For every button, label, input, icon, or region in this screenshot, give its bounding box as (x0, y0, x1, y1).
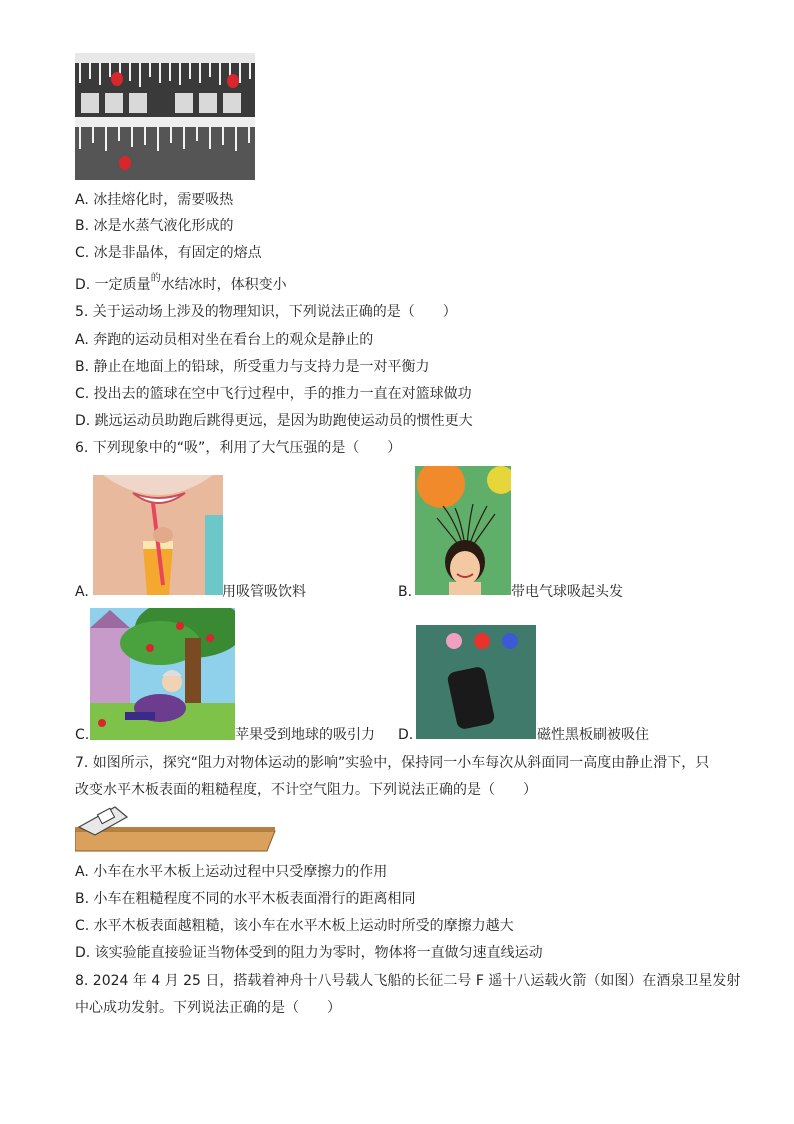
blackboard-eraser-image (416, 625, 536, 739)
q4-option-d (75, 275, 287, 297)
incline-board-image (75, 805, 277, 857)
q4-option-c: C. 冰是非晶体，有固定的熔点 (75, 245, 262, 261)
q7-option-c: C. 水平木板表面越粗糙，该小车在水平木板上运动时所受的摩擦力越大 (75, 918, 514, 934)
q7-stem-line1: 7. 如图所示，探究“阻力对物体运动的影响”实验中，保持同一小车每次从斜面同一高度由静止滑下，只 (75, 755, 710, 771)
balloon-hair-image (415, 466, 511, 595)
q5-option-a: A. 奔跑的运动员相对坐在看台上的观众是静止的 (75, 332, 374, 348)
q5-option-c: C. 投出去的篮球在空中飞行过程中，手的推力一直在对篮球做功 (75, 386, 472, 402)
q6-stem: 6. 下列现象中的“吸”，利用了大气压强的是（ ） (75, 440, 402, 456)
q6-d-label: D. (398, 727, 414, 743)
q6-b-label: B. (398, 584, 413, 600)
q8-stem-line2: 中心成功发射。下列说法正确的是（ ） (75, 1000, 341, 1016)
icicle-building-image (75, 53, 255, 180)
q6-a-text: 用吸管吸饮料 (222, 584, 306, 600)
q7-stem-line2: 改变水平木板表面的粗糙程度，不计空气阻力。下列说法正确的是（ ） (75, 782, 537, 798)
q4-option-d-sup: 的 (150, 273, 161, 284)
apple-tree-image (90, 608, 235, 740)
q5-option-d: D. 跳远运动员助跑后跳得更远，是因为助跑使运动员的惯性更大 (75, 413, 473, 429)
q6-c-label: C. (75, 727, 90, 743)
q7-option-a: A. 小车在水平木板上运动过程中只受摩擦力的作用 (75, 864, 388, 880)
q5-option-b: B. 静止在地面上的铅球，所受重力与支持力是一对平衡力 (75, 359, 430, 375)
straw-drinking-image (93, 475, 223, 595)
q6-b-text: 带电气球吸起头发 (511, 584, 623, 600)
q6-d-text: 磁性黑板刷被吸住 (537, 727, 649, 743)
q5-stem: 5. 关于运动场上涉及的物理知识，下列说法正确的是（ ） (75, 304, 457, 320)
q8-stem-line1: 8. 2024 年 4 月 25 日，搭载着神舟十八号载人飞船的长征二号 F 遥十八运载火箭（如图）在酒泉卫星发射 (75, 973, 741, 989)
q4-option-d-post: 水结冰时，体积变小 (160, 277, 287, 293)
q4-option-d-pre: D. 一定质量 (75, 277, 151, 293)
q6-a-label: A. (75, 584, 89, 600)
q6-c-text: 苹果受到地球的吸引力 (235, 727, 375, 743)
q7-option-d: D. 该实验能直接验证当物体受到的阻力为零时，物体将一直做匀速直线运动 (75, 945, 543, 961)
q4-option-a: A. 冰挂熔化时，需要吸热 (75, 192, 234, 208)
q7-option-b: B. 小车在粗糙程度不同的水平木板表面滑行的距离相同 (75, 891, 416, 907)
q4-option-b: B. 冰是水蒸气液化形成的 (75, 218, 234, 234)
